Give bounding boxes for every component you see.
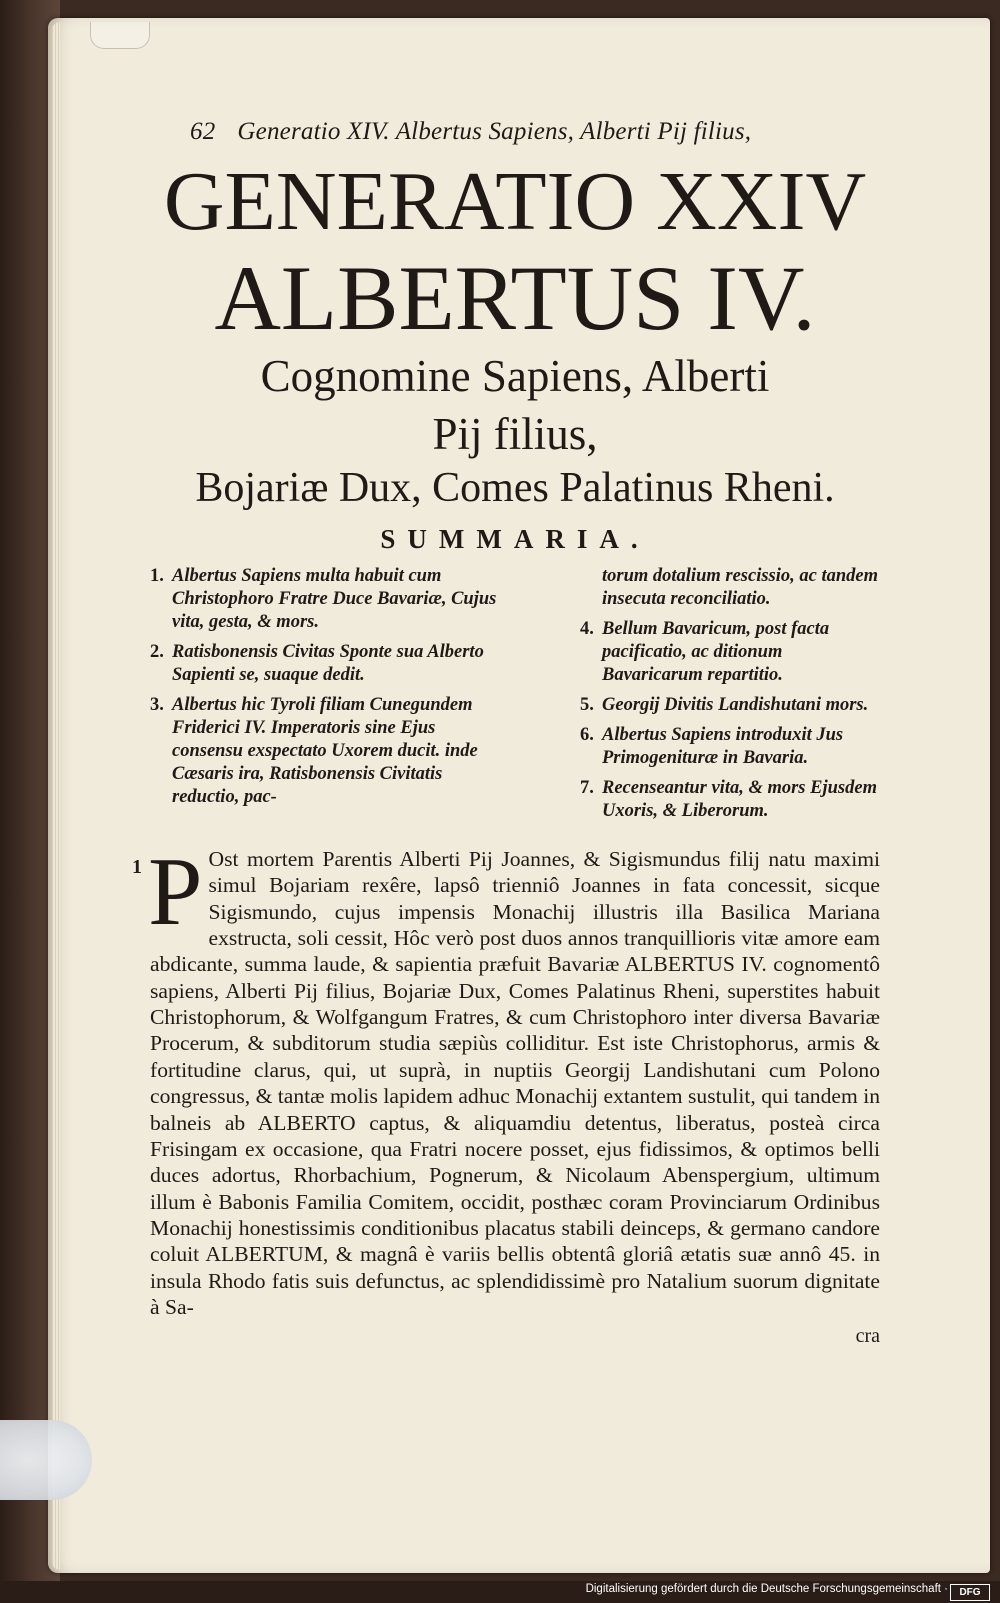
summary-item-text: torum dotalium rescissio, ac tandem insecuta reconciliatio. (602, 566, 878, 610)
summary-item-number: 1. (150, 566, 164, 587)
summary-item-text: Albertus Sapiens multa habuit cum Christophoro Fratre Duce Bavariæ, Cujus vita, gesta, & mors. (172, 566, 497, 633)
summary-item (580, 694, 880, 717)
summary-item-text: Albertus Sapiens introduxit Jus Primogenituræ in Bavaria. (602, 725, 844, 768)
summary-item-text: Bellum Bavaricum, post facta pacificatio, ac ditionum Bavaricarum repartitio. (602, 619, 830, 686)
page-number: 62 (190, 118, 216, 145)
summary-item (150, 694, 498, 809)
summary-item-text: Ratisbonensis Civitas Sponte sua Alberto Sapienti se, suaque dedit. (172, 642, 484, 686)
dux-title: Bojariæ Dux, Comes Palatinus Rheni. (195, 465, 835, 512)
page-clip-top (90, 22, 150, 49)
cognomen-line-2: Pij filius, (432, 409, 598, 460)
summary-item-number: 7. (580, 777, 594, 798)
marginal-number: 1 (132, 855, 142, 878)
summary-item-number: 5. (580, 695, 594, 716)
summary-item (580, 565, 880, 611)
summaria-heading: SUMMARIA. (380, 524, 650, 555)
body-text: Ost mortem Parentis Alberti Pij Joannes, & Sigismundus filij natu maximi simul Bojariam rexêre, lapsô trienniô Joannes in fata concessit, sicque Sigismundo, cujus impensis Monachij illustris illa Basilica Mariana exstructa, soli cessit, Hôc verò post duos annos tranquillioris vitæ amore eam abdicante, summa laude, & sapientia præfuit Bavariæ ALBERTUS IV. cognomentô sapiens, Alberti Pij filius, Bojariæ Dux, Comes Palatinus Rheni, superstites habuit Christophorum, & Wolfgangum Fratres, & cum Christophoro inter diversa Bavariæ Procerum, & subditorum studia sæpiùs colliditur. Est iste Christophorus, armis & fortitudine clarus, qui, ut suprà, in nuptiis Georgij Landishutani cum Polono congressus, & tantæ molis lapidem adhuc Monachij extantem sustulit, qui tandem in balneis ab ALBERTO captus, & aliquamdiu detentus, liberatus, posteà circa Frisingam ex occasione, qua Fratri nocere posset, ejus fidissimos, & optimos belli duces adortus, Rhorbachium, Pognerum, & Nicolaum Abenspergium, ultimum illum è Babonis Familia Comitem, occidit, posthæc coram Provinciarum Ordinibus Monachij honestissimis conditionibus placatus stabili deinceps, & germano candore coluit ALBERTUM, & magnâ è variis bellis obtentâ gloriâ ætatis suæ annô 45. in insula Rhodo fatis suis defunctus, ac splendidissimè pro Natalium suorum dignitate à Sa- (150, 846, 880, 1320)
running-head (190, 118, 880, 146)
summary-item (150, 641, 498, 687)
footer-credit: Digitalisierung gefördert durch die Deutsche Forschungsgemeinschaft · (585, 1583, 948, 1595)
catchword: cra (855, 1324, 880, 1347)
summary-item-number: 2. (150, 642, 164, 663)
summary-item (150, 565, 498, 634)
page-edges (52, 22, 60, 1570)
generation-title: GENERATIO XXIV (163, 155, 867, 248)
summary-item (580, 777, 880, 823)
summaria-columns (150, 565, 880, 829)
summary-item (580, 618, 880, 687)
name-title: ALBERTUS IV. (214, 247, 816, 349)
summary-item-text: Albertus hic Tyroli filiam Cunegundem Friderici IV. Imperatoris sine Ejus consensu exspectato Uxorem ducit. inde Cæsaris ira, Ratisbonensis Civitatis reductio, pac- (172, 695, 478, 807)
page-clip-side (0, 1420, 92, 1500)
summary-item (580, 724, 880, 770)
summary-item-text: Recenseantur vita, & mors Ejusdem Uxoris, & Liberorum. (602, 777, 877, 821)
body-section (132, 837, 880, 1348)
page-content (132, 118, 880, 1348)
drop-cap: P (148, 837, 203, 946)
summary-item-number: 6. (580, 725, 594, 745)
summary-item-text: Georgij Divitis Landishutani mors. (602, 695, 869, 716)
cognomen-line-1: Cognomine Sapiens, Alberti (260, 351, 770, 401)
dfg-logo: DFG (950, 1584, 990, 1601)
summary-item-number: 4. (580, 619, 594, 640)
summaria-left-column (150, 565, 498, 829)
running-title: Generatio XIV. Albertus Sapiens, Alberti Pij filius, (237, 118, 752, 145)
body-paragraph (148, 837, 880, 1321)
summaria-right-column (580, 565, 880, 829)
summary-item-number: 3. (150, 695, 164, 716)
